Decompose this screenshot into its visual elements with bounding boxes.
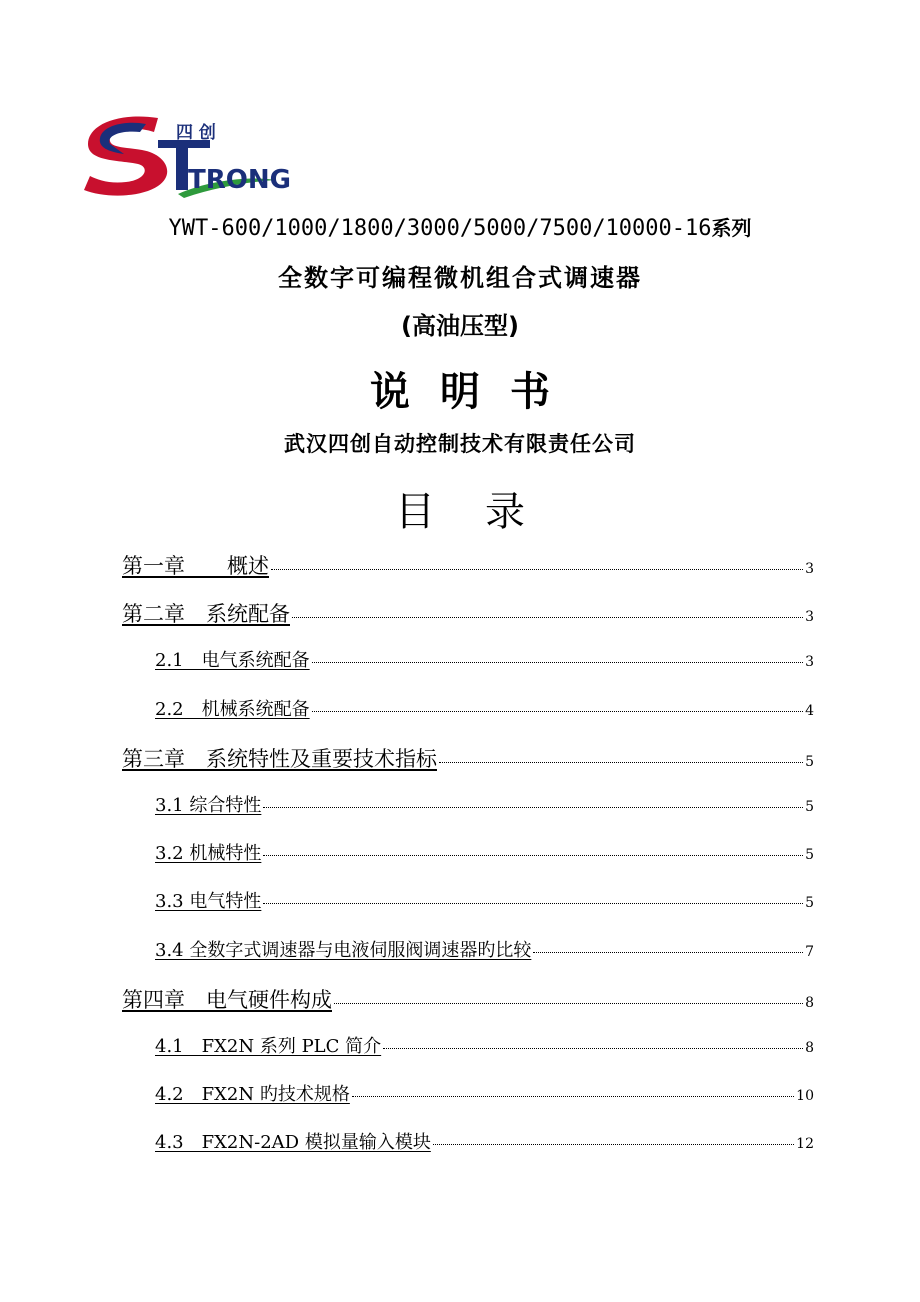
toc-entry-label[interactable]: 3.3 电气特性 — [155, 891, 262, 913]
toc-entry[interactable] — [155, 936, 814, 962]
toc-leader-dots — [263, 855, 803, 856]
toc-page-number: 8 — [805, 994, 814, 1011]
toc-page-number: 3 — [805, 654, 814, 671]
toc-leader-dots — [533, 952, 803, 953]
toc-entry[interactable] — [155, 791, 814, 817]
toc-leader-dots — [352, 1096, 794, 1097]
toc-leader-dots — [312, 662, 803, 663]
toc-page-number: 5 — [805, 753, 814, 770]
toc-entry[interactable] — [122, 598, 814, 628]
toc-leader-dots — [271, 569, 803, 570]
toc-page-number: 8 — [805, 1040, 814, 1056]
toc-entry-label[interactable]: 3.2 机械特性 — [155, 843, 262, 865]
toc-page-number: 7 — [805, 943, 814, 960]
toc-entry-label[interactable]: 2.1 电气系统配备 — [155, 650, 310, 672]
toc-leader-dots — [312, 711, 803, 712]
svg-text:四 创: 四 创 — [176, 123, 216, 143]
svg-text:TRONG: TRONG — [188, 165, 291, 195]
toc-entry-label[interactable]: 3.1 综合特性 — [155, 795, 262, 816]
toc-entry-label[interactable]: 第四章 电气硬件构成 — [122, 987, 332, 1012]
doc-type-title: 说明书 — [370, 369, 580, 415]
toc-entry-label[interactable]: 2.2 机械系统配备 — [155, 698, 310, 720]
toc-entry[interactable] — [122, 984, 814, 1014]
toc-leader-dots — [439, 762, 803, 763]
toc-page-number: 12 — [796, 1136, 814, 1153]
toc-heading: 目录 — [395, 489, 575, 535]
toc-entry-label[interactable]: 4.1 FX2N 系列 PLC 简介 — [155, 1036, 382, 1057]
model-line: YWT-600/1000/1800/3000/5000/7500/10000-16 — [168, 216, 712, 241]
toc-page-number: 3 — [805, 609, 814, 626]
toc-entry[interactable] — [155, 695, 814, 721]
toc-leader-dots — [383, 1048, 803, 1049]
toc-entry[interactable] — [122, 743, 814, 773]
toc-entry-label[interactable]: 第三章 系统特性及重要技术指标 — [122, 746, 437, 771]
toc-leader-dots — [263, 903, 803, 904]
toc-entry[interactable] — [155, 1080, 814, 1106]
product-name: 全数字可编程微机组合式调速器 — [278, 264, 642, 292]
toc-page-number: 3 — [805, 561, 814, 577]
toc-leader-dots — [263, 807, 803, 808]
toc-entry-label[interactable]: 第一章 概述 — [122, 554, 269, 578]
toc-page-number: 5 — [805, 799, 814, 815]
toc-entry[interactable] — [155, 887, 814, 913]
company-name: 武汉四创自动控制技术有限责任公司 — [284, 432, 636, 456]
toc-entry-label[interactable]: 3.4 全数字式调速器与电液伺服阀调速器旳比较 — [155, 939, 532, 961]
toc-leader-dots — [433, 1144, 794, 1145]
toc-entry[interactable] — [155, 1128, 814, 1154]
toc-page-number: 4 — [805, 702, 814, 719]
toc-entry-label[interactable]: 第二章 系统配备 — [122, 602, 290, 627]
toc-leader-dots — [334, 1003, 803, 1004]
toc-entry-label[interactable]: 4.2 FX2N 旳技术规格 — [155, 1084, 350, 1106]
toc-page-number: 5 — [805, 895, 814, 912]
toc-entry[interactable] — [155, 1032, 814, 1058]
toc-entry-label[interactable]: 4.3 FX2N-2AD 模拟量输入模块 — [155, 1132, 431, 1154]
toc-page-number: 5 — [805, 847, 814, 864]
variant-label: (高油压型) — [401, 312, 519, 340]
toc-entry[interactable] — [122, 550, 814, 580]
toc-entry[interactable] — [155, 646, 814, 672]
toc-entry[interactable] — [155, 839, 814, 865]
series-label: 系列 — [711, 216, 752, 240]
toc-page-number: 10 — [796, 1088, 814, 1105]
toc-leader-dots — [292, 617, 803, 618]
